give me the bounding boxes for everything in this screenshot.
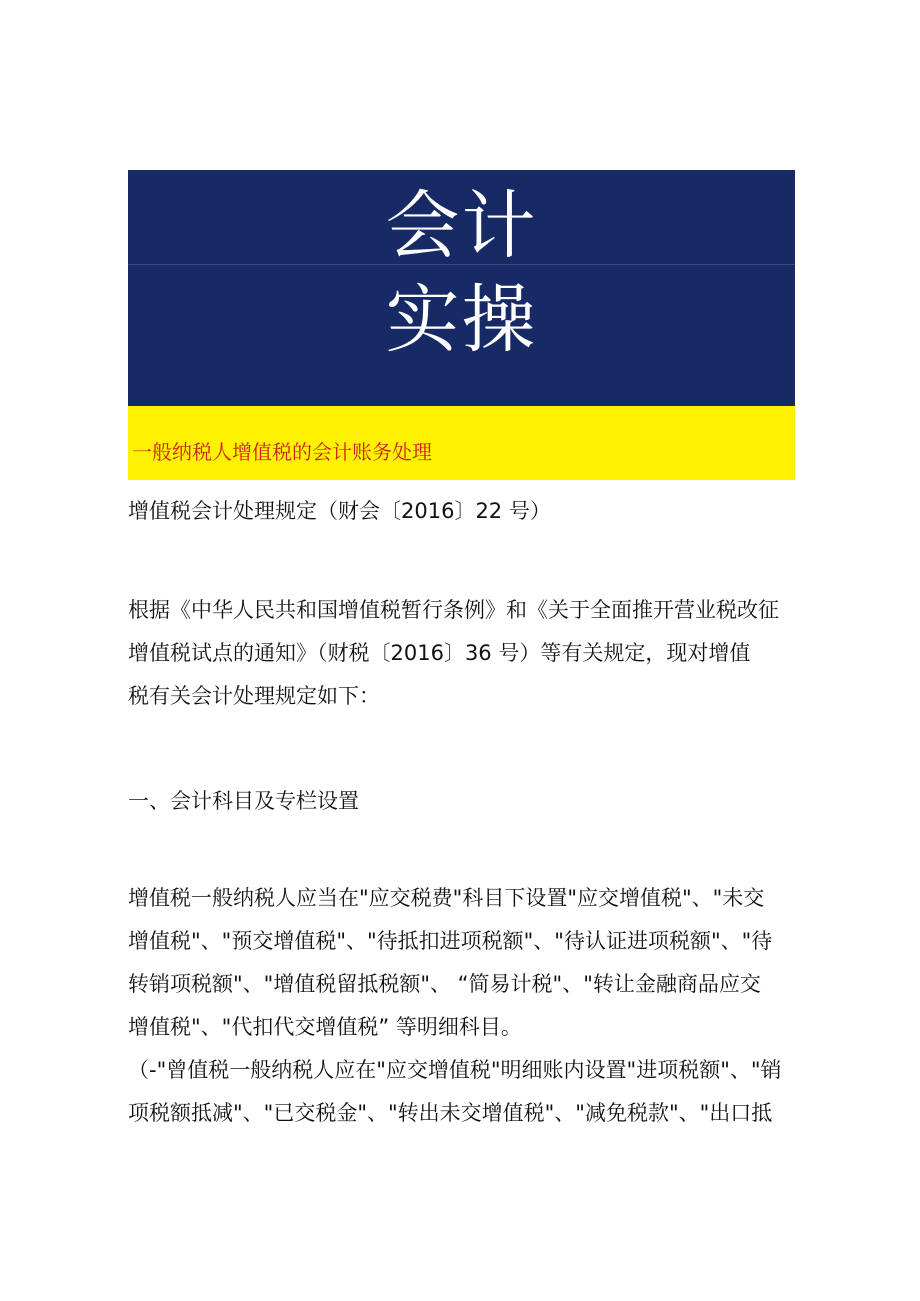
intro-line: 根据《中华人民共和国增值税暂行条例》和《关于全面推开营业税改征: [128, 598, 779, 622]
section-heading: 一、会计科目及专栏设置: [128, 789, 359, 813]
paragraph-line: 增值税"、"代扣代交增值税” 等明细科目。: [128, 1015, 522, 1039]
intro-line: 增值税试点的通知》（财税〔2016〕36 号）等有关规定，现对增值: [128, 641, 751, 665]
paragraph-line: 增值税"、"预交增值税"、"待抵扣进项税额"、"待认证进项税额"、"待: [128, 929, 773, 953]
regulation-title: 增值税会计处理规定（财会〔2016〕22 号）: [128, 499, 551, 523]
banner-title-line-1: 会计: [385, 183, 538, 269]
intro-line: 税有关会计处理规定如下：: [128, 684, 380, 708]
banner-title-line-2: 实操: [385, 277, 538, 363]
paragraph-line: 转销项税额"、"增值税留抵税额"、 “简易计税"、"转让金融商品应交: [128, 972, 761, 996]
subtitle-text: 一般纳税人增值税的会计账务处理: [132, 440, 432, 464]
paragraph-line: 项税额抵减"、"已交税金"、"转出未交增值税"、"减免税款"、"出口抵: [128, 1101, 773, 1125]
paragraph-line: （-"曾值税一般纳税人应在"应交增值税"明细账内设置"进项税额"、"销: [128, 1058, 782, 1082]
intro-paragraph: [128, 589, 796, 718]
paragraph-line: 增值税一般纳税人应当在"应交税费"科目下设置"应交增值税"、"未交: [128, 886, 765, 910]
subtitle-highlight-bar: [128, 406, 795, 480]
section-paragraph: [128, 877, 796, 1135]
